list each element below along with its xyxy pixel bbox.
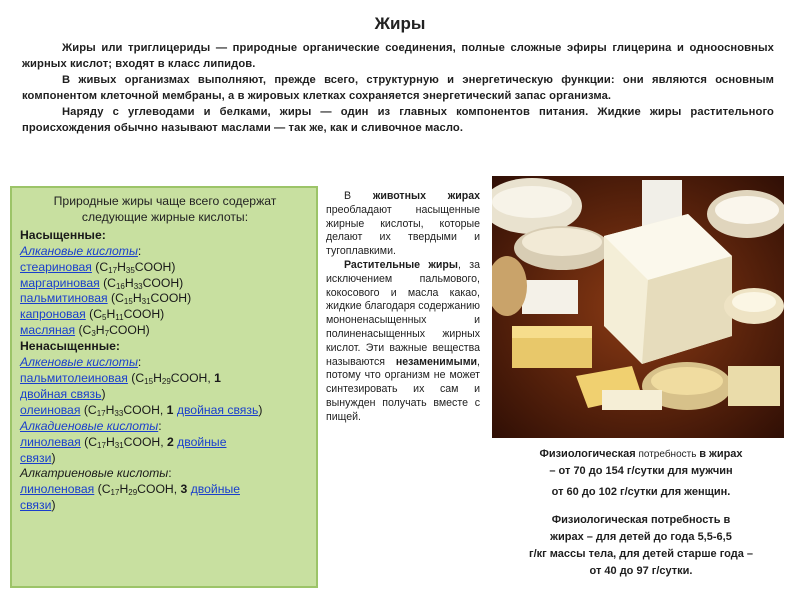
physio-need-children: Физиологическая потребность в жирах – для детей до года 5,5-6,5 г/кг массы тела, для детей старше года – от 40 до 97 г/сутки. bbox=[529, 514, 753, 577]
intro-paragraph: В живых организмах выполняют, прежде всего, структурную и энергетическую функции: они являются основным компонентом клеточной мембраны, а в жировых клетках сохраняется энергетический запас организма. bbox=[22, 74, 774, 102]
acid-item: линолевая ($C_{17}H_{31}COOH$, 2 двойные связи) bbox=[20, 434, 227, 465]
saturated-title: Насыщенные: bbox=[20, 227, 106, 242]
double-bonds-link[interactable]: связи bbox=[20, 450, 52, 465]
acid-link[interactable]: капроновая bbox=[20, 307, 86, 322]
double-bonds-link[interactable]: связи bbox=[20, 498, 52, 513]
acid-item: капроновая $(C_5H_{11}COOH)$ bbox=[20, 307, 165, 323]
physio-need-adults: Физиологическая потребность в жирах – от 70 до 154 г/сутки для мужчин от 60 до 102 г/сутки для женщин. bbox=[539, 448, 743, 498]
intro-paragraph: Наряду с углеводами и белками, жиры — один из главных компонентов питания. Жидкие жиры растительного происхождения обычно называют маслами — так же, как и сливочное масло. bbox=[22, 106, 774, 134]
unsaturated-title: Ненасыщенные: bbox=[20, 339, 120, 354]
alkadienoic-acids-link[interactable]: Алкадиеновые кислоты bbox=[20, 418, 159, 433]
acid-item: линоленовая ($C_{17}H_{29}COOH$, 3 двойные связи) bbox=[20, 482, 240, 513]
page-title: Жиры bbox=[374, 14, 426, 33]
acid-item: пальмитолеиновая ($C_{15}H_{29}COOH$, 1 двойная связь) bbox=[20, 370, 221, 401]
acid-item: масляная $(C_3H_7COOH)$ bbox=[20, 323, 150, 339]
intro-paragraph: Жиры или триглицериды — природные органические соединения, полные сложные эфиры глицерина и одноосновных жирных кислот; входят в класс липидов. bbox=[22, 42, 774, 70]
acid-link[interactable]: линоленовая bbox=[20, 482, 95, 497]
acid-link[interactable]: стеариновая bbox=[20, 259, 92, 274]
acid-link[interactable]: олеиновая bbox=[20, 402, 81, 417]
alkanoic-acids-link[interactable]: Алкановые кислоты bbox=[20, 243, 138, 258]
acid-item: маргариновая $(C_{16}H_{33}COOH)$ bbox=[20, 275, 184, 291]
double-bonds-link[interactable]: двойные bbox=[177, 434, 227, 449]
intro-text bbox=[22, 40, 774, 136]
acid-link[interactable]: пальмитиновая bbox=[20, 291, 108, 306]
acid-link[interactable]: масляная bbox=[20, 323, 76, 338]
plant-fats-paragraph: Растительные жиры, за исключением пальмового, кокосового и масла какао, жидкие благодаря содержанию мононенасыщенных и полиненасыщенных жирных кислот. Эти важные вещества называются незаменимыми, потому что организм не может синтезировать их сам и вынужден получать вместе с пищей. bbox=[326, 258, 481, 423]
alkenoic-acids-link[interactable]: Алкеновые кислоты bbox=[20, 355, 138, 370]
acid-item: олеиновая ($C_{17}H_{33}COOH$, 1 двойная связь) bbox=[20, 402, 263, 418]
alkatrienoic-acids-label: Алкатриеновые кислоты bbox=[20, 466, 169, 481]
acid-link[interactable]: линолевая bbox=[20, 434, 81, 449]
double-bond-link[interactable]: двойная связь bbox=[20, 386, 102, 401]
fats-explanation bbox=[326, 190, 480, 425]
dairy-products-photo bbox=[492, 176, 784, 438]
acids-box-heading: Природные жиры чаще всего содержат следующие жирные кислоты: bbox=[53, 194, 277, 224]
animal-fats-paragraph: В животных жирах преобладают насыщенные жирные кислоты, которые делают их твердыми и тугоплавкими. bbox=[326, 190, 480, 258]
acid-item: пальмитиновая $(C_{15}H_{31}COOH)$ bbox=[20, 291, 192, 307]
acid-link[interactable]: маргариновая bbox=[20, 275, 100, 290]
fatty-acids-box: Природные жиры чаще всего содержат следующие жирные кислоты: Насыщенные: Алкановые кислоты: стеариновая $(C_{17}H_{35}COOH)$ маргариновая $(C_{16}H_{33}COOH)$ пальмитиновая $(C_{15}H_{31}COOH)$ капроновая $(C_5H_{11}COOH)$ масляная $(C_3H_7COOH)$ Ненасыщенные: Алкеновые кислоты: пальмитолеиновая ($C_{15}H_{29}COOH$, 1 двойная связь) олеиновая ($C_{17}H_{33}COOH$, 1 двойная связь) Алкадиеновые кислоты: линолевая ($C_{17}H_{31}COOH$, 2 двойные связи) Алкатриеновые кислоты: линоленовая ($C_{17}H_{29}COOH$, 3 двойные связи) bbox=[10, 186, 318, 588]
double-bond-link[interactable]: двойная связь bbox=[176, 402, 259, 417]
acid-item: стеариновая $(C_{17}H_{35}COOH)$ bbox=[20, 259, 176, 275]
double-bonds-link[interactable]: двойные bbox=[190, 482, 240, 497]
acid-link[interactable]: пальмитолеиновая bbox=[20, 370, 128, 385]
